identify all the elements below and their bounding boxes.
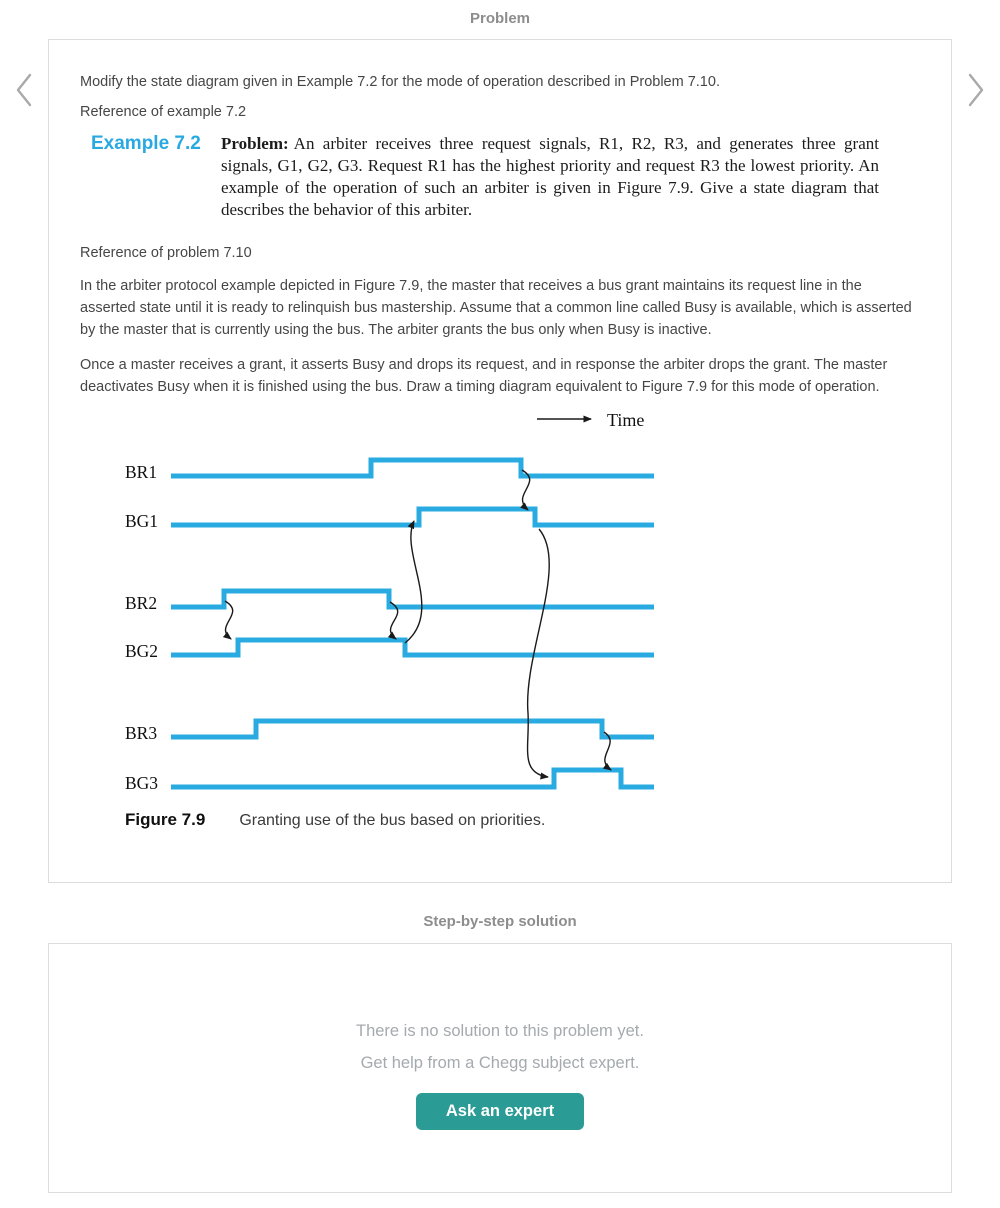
figure-caption-label: Figure 7.9 [125, 810, 206, 829]
example-problem-lead: Problem: [221, 134, 289, 153]
signal-label-BG1: BG1 [125, 511, 159, 531]
no-solution-text: There is no solution to this problem yet. [356, 1022, 644, 1040]
timing-diagram [80, 398, 920, 810]
problem-card [48, 39, 952, 883]
example-problem-body: An arbiter receives three request signals, R1, R2, R3, and generates three grant signals, G1, G2, G3. Request R1 has the highest priority and request R3 the lowest priority. An example of the operation of such an arbiter is given in Figure 7.9. Give a state diagram that describes the behavior of this arbiter. [221, 134, 879, 219]
reference-example-label: Reference of example 7.2 [80, 104, 247, 120]
problem-paragraph-2: Once a master receives a grant, it asserts Busy and drops its request, and in response the arbiter drops the grant. The master deactivates Busy when it is finished using the bus. Draw a timing diagram equivalent to Figure 7.9 for this mode of operation. [80, 357, 888, 395]
example-number-label: Example 7.2 [91, 133, 201, 154]
solution-heading: Step-by-step solution [423, 913, 577, 930]
page-title: Problem [469, 10, 530, 27]
signal-label-BG2: BG2 [125, 641, 159, 661]
waveform-BG1 [171, 509, 654, 525]
cause-arrow-BG2-fall-to-BG1-rise [405, 521, 422, 643]
next-problem-button[interactable] [964, 72, 986, 111]
waveform-BR3 [171, 721, 654, 737]
figure-caption-text: Granting use of the bus based on priorities. [239, 812, 546, 829]
chevron-right-icon [964, 72, 986, 108]
chevron-left-icon [14, 72, 36, 108]
ask-expert-button[interactable]: Ask an expert [416, 1093, 584, 1130]
example-problem-text [221, 133, 879, 221]
signal-label-BR2: BR2 [125, 593, 158, 613]
figure-caption [125, 810, 920, 830]
waveform-BG3 [171, 770, 654, 787]
problem-paragraph-1: In the arbiter protocol example depicted in Figure 7.9, the master that receives a bus grant maintains its request line in the asserted state until it is ready to relinquish bus mastership. Assume that a common line called Busy is available, which is asserted by the master that is currently using the bus. The arbiter grants the bus only when Busy is inactive. [80, 278, 912, 338]
prev-problem-button[interactable] [14, 72, 36, 111]
signal-label-BG3: BG3 [125, 773, 159, 793]
example-block [80, 132, 920, 221]
problem-statement: Modify the state diagram given in Example 7.2 for the mode of operation described in Problem 7.10. [80, 74, 720, 90]
reference-problem-label: Reference of problem 7.10 [80, 245, 252, 261]
waveform-BG2 [171, 640, 654, 655]
signal-label-BR1: BR1 [125, 462, 158, 482]
signal-label-BR3: BR3 [125, 723, 158, 743]
solution-card [48, 943, 952, 1193]
waveform-BR2 [171, 591, 654, 607]
time-label: Time [607, 410, 645, 430]
get-help-text: Get help from a Chegg subject expert. [360, 1054, 640, 1072]
waveform-BR1 [171, 460, 654, 476]
